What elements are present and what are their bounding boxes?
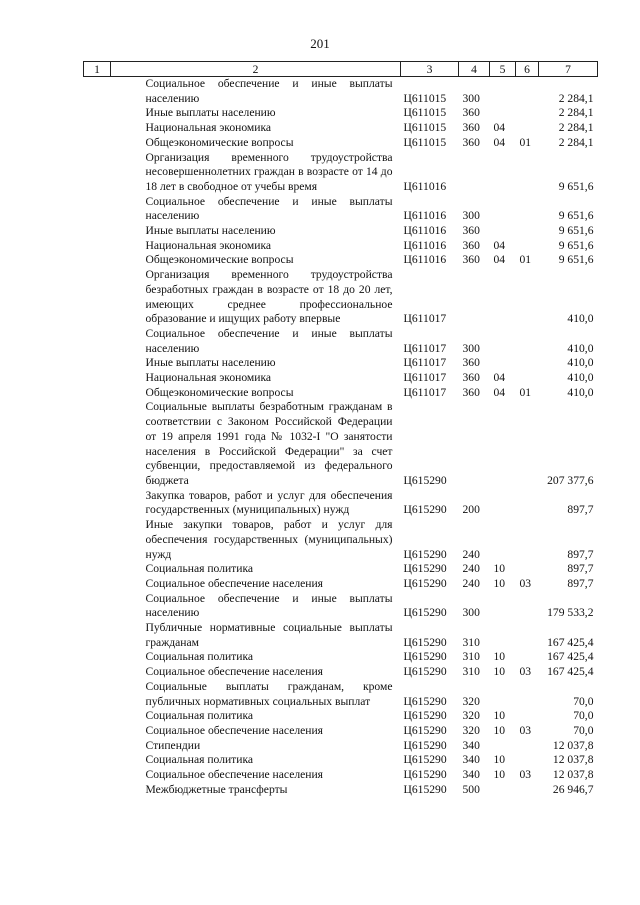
row-number-cell [84,386,111,401]
target-code-cell: Ц611017 [403,371,447,385]
expense-type-cell: 500 [462,782,480,796]
target-code-cell: Ц611015 [403,91,447,105]
row-number-cell [84,680,111,709]
table-row [84,783,598,798]
item-name-cell: Иные закупки товаров, работ и услуг для обеспечения государственных (муниципальных) нужд [145,518,393,561]
target-code-cell: Ц615290 [403,694,447,708]
column-header-6: 6 [516,62,539,77]
section-cell [490,195,516,224]
table-row [84,739,598,754]
subsection-cell [516,489,539,518]
expense-type-cell: 360 [462,371,480,385]
subsection-cell [516,77,539,107]
subsection-cell [516,268,539,327]
amount-cell: 897,7 [567,547,594,561]
amount-cell: 410,0 [567,356,594,370]
section-cell [490,224,516,239]
target-code-cell: Ц611016 [403,209,447,223]
row-number-cell [84,151,111,195]
expense-type-cell: 340 [462,753,480,767]
amount-cell: 2 284,1 [558,121,594,135]
expense-type-cell: 320 [462,694,480,708]
row-number-cell [84,739,111,754]
target-code-cell: Ц611017 [403,341,447,355]
subsection-cell [516,224,539,239]
subsection-cell: 01 [519,253,532,267]
target-code-cell: Ц615290 [403,606,447,620]
row-number-cell [84,327,111,356]
section-cell: 10 [493,562,506,576]
item-name-cell: Социальное обеспечение и иные выплаты населению [145,591,393,620]
table-row [84,371,598,386]
target-code-cell: Ц611016 [403,224,447,238]
table-row [84,239,598,254]
expense-type-cell: 320 [462,723,480,737]
section-cell [490,680,516,709]
row-number-cell [84,195,111,224]
amount-cell: 897,7 [567,562,594,576]
subsection-cell [516,195,539,224]
table-row [84,224,598,239]
item-name-cell: Иные выплаты населению [145,106,276,120]
section-cell: 04 [493,135,506,149]
section-cell: 10 [493,768,506,782]
target-code-cell: Ц615290 [403,753,447,767]
row-number-cell [84,106,111,121]
subsection-cell [516,518,539,562]
row-number-cell [84,783,111,798]
row-number-cell [84,121,111,136]
expense-type-cell: 360 [462,224,480,238]
subsection-cell: 03 [519,665,532,679]
row-number-cell [84,400,111,488]
target-code-cell: Ц615290 [403,473,447,487]
amount-cell: 179 533,2 [547,606,594,620]
table-row [84,400,598,488]
row-number-cell [84,136,111,151]
expense-type-cell: 310 [462,665,480,679]
item-name-cell: Организация временного трудоустройства безработных граждан в возрасте от 18 до 20 лет, имеющих среднее профессиональное образование и ищущих работу впервые [145,268,393,326]
table-body [84,77,598,798]
amount-cell: 410,0 [567,371,594,385]
amount-cell: 12 037,8 [552,768,594,782]
target-code-cell: Ц611017 [403,312,447,326]
item-name-cell: Социальное обеспечение и иные выплаты населению [145,77,393,105]
item-name-cell: Социальная политика [145,562,254,576]
section-cell [490,77,516,107]
row-number-cell [84,577,111,592]
item-name-cell: Организация временного трудоустройства несовершеннолетних граждан в возрасте от 14 до 18 лет в свободное от учебы время [145,150,393,193]
subsection-cell: 03 [519,576,532,590]
target-code-cell: Ц615290 [403,547,447,561]
section-cell [490,489,516,518]
section-cell: 10 [493,650,506,664]
row-number-cell [84,592,111,621]
row-number-cell [84,665,111,680]
expense-type-cell: 300 [462,606,480,620]
amount-cell: 70,0 [573,694,594,708]
section-cell: 04 [493,121,506,135]
subsection-cell [516,709,539,724]
item-name-cell: Социальная политика [145,709,254,723]
section-cell [490,327,516,356]
subsection-cell [516,356,539,371]
amount-cell: 26 946,7 [552,782,594,796]
table-row [84,709,598,724]
subsection-cell [516,592,539,621]
table-row [84,621,598,650]
subsection-cell [516,753,539,768]
column-header-5: 5 [490,62,516,77]
item-name-cell: Национальная экономика [145,238,272,252]
table-row [84,665,598,680]
expense-type-cell: 360 [462,121,480,135]
target-code-cell: Ц615290 [403,723,447,737]
expense-type-cell: 300 [462,341,480,355]
expense-type-cell: 300 [462,209,480,223]
row-number-cell [84,768,111,783]
target-code-cell: Ц611017 [403,385,447,399]
item-name-cell: Общеэкономические вопросы [145,135,294,149]
expense-type-cell: 240 [462,547,480,561]
row-number-cell [84,621,111,650]
table-row [84,489,598,518]
table-row [84,753,598,768]
target-code-cell: Ц615290 [403,635,447,649]
item-name-cell: Социальная политика [145,753,254,767]
expense-type-cell: 360 [462,253,480,267]
row-number-cell [84,77,111,107]
item-name-cell: Общеэкономические вопросы [145,253,294,267]
amount-cell: 9 651,6 [558,209,594,223]
item-name-cell: Социальные выплаты гражданам, кроме публичных нормативных социальных выплат [145,679,393,708]
row-number-cell [84,239,111,254]
item-name-cell: Национальная экономика [145,121,272,135]
subsection-cell: 01 [519,385,532,399]
target-code-cell: Ц611015 [403,106,447,120]
amount-cell: 897,7 [567,503,594,517]
subsection-cell [516,400,539,488]
table-row [84,577,598,592]
table-row [84,121,598,136]
expense-type-cell: 310 [462,635,480,649]
amount-cell: 167 425,4 [547,665,594,679]
table-row [84,680,598,709]
target-code-cell: Ц615290 [403,503,447,517]
target-code-cell: Ц611015 [403,135,447,149]
section-cell: 04 [493,238,506,252]
row-number-cell [84,709,111,724]
table-row [84,151,598,195]
amount-cell: 410,0 [567,385,594,399]
target-code-cell: Ц615290 [403,782,447,796]
item-name-cell: Общеэкономические вопросы [145,385,294,399]
row-number-cell [84,356,111,371]
target-code-cell: Ц611016 [403,253,447,267]
target-code-cell: Ц615290 [403,665,447,679]
expense-type-cell: 310 [462,650,480,664]
amount-cell: 2 284,1 [558,91,594,105]
amount-cell: 410,0 [567,341,594,355]
subsection-cell [516,680,539,709]
target-code-cell: Ц611017 [403,356,447,370]
target-code-cell: Ц615290 [403,562,447,576]
header-row [84,62,598,77]
expense-type-cell [459,400,490,488]
section-cell: 10 [493,723,506,737]
item-name-cell: Межбюджетные трансферты [145,782,288,796]
section-cell [490,106,516,121]
expense-type-cell: 340 [462,768,480,782]
target-code-cell: Ц611015 [403,121,447,135]
section-cell: 04 [493,371,506,385]
subsection-cell: 01 [519,135,532,149]
section-cell: 10 [493,665,506,679]
amount-cell: 207 377,6 [547,473,594,487]
table-row [84,253,598,268]
subsection-cell [516,121,539,136]
section-cell [490,739,516,754]
row-number-cell [84,224,111,239]
section-cell: 10 [493,753,506,767]
row-number-cell [84,650,111,665]
section-cell: 04 [493,253,506,267]
amount-cell: 167 425,4 [547,635,594,649]
row-number-cell [84,268,111,327]
expense-type-cell: 240 [462,576,480,590]
subsection-cell [516,650,539,665]
table-row [84,518,598,562]
subsection-cell [516,783,539,798]
row-number-cell [84,753,111,768]
section-cell: 04 [493,385,506,399]
column-header-4: 4 [459,62,490,77]
item-name-cell: Публичные нормативные социальные выплаты гражданам [145,621,393,649]
subsection-cell [516,739,539,754]
section-cell [490,400,516,488]
item-name-cell: Иные выплаты населению [145,224,276,238]
target-code-cell: Ц615290 [403,576,447,590]
column-header-3: 3 [401,62,459,77]
page-number: 201 [310,36,330,51]
table-row [84,724,598,739]
table-row [84,592,598,621]
amount-cell: 897,7 [567,576,594,590]
budget-table [83,61,598,797]
column-header-2: 2 [111,62,401,77]
table-row [84,768,598,783]
section-cell [490,621,516,650]
expense-type-cell [459,151,490,195]
table-row [84,106,598,121]
subsection-cell [516,327,539,356]
row-number-cell [84,371,111,386]
subsection-cell [516,371,539,386]
table-row [84,195,598,224]
amount-cell: 410,0 [567,312,594,326]
section-cell [490,356,516,371]
table-row [84,327,598,356]
row-number-cell [84,724,111,739]
subsection-cell [516,562,539,577]
row-number-cell [84,489,111,518]
expense-type-cell: 200 [462,503,480,517]
column-header-1: 1 [84,62,111,77]
expense-type-cell: 320 [462,709,480,723]
amount-cell: 9 651,6 [558,253,594,267]
section-cell [490,518,516,562]
target-code-cell: Ц615290 [403,650,447,664]
section-cell: 10 [493,709,506,723]
amount-cell: 2 284,1 [558,106,594,120]
subsection-cell: 03 [519,768,532,782]
item-name-cell: Стипендии [145,738,201,752]
amount-cell: 2 284,1 [558,135,594,149]
section-cell: 10 [493,576,506,590]
item-name-cell: Социальная политика [145,650,254,664]
expense-type-cell: 240 [462,562,480,576]
row-number-cell [84,562,111,577]
expense-type-cell: 360 [462,135,480,149]
subsection-cell [516,239,539,254]
row-number-cell [84,518,111,562]
expense-type-cell: 360 [462,356,480,370]
expense-type-cell: 360 [462,385,480,399]
amount-cell: 70,0 [573,709,594,723]
section-cell [490,592,516,621]
item-name-cell: Социальное обеспечение населения [145,576,324,590]
row-number-cell [84,253,111,268]
item-name-cell: Иные выплаты населению [145,356,276,370]
section-cell [490,783,516,798]
amount-cell: 9 651,6 [558,224,594,238]
table-row [84,356,598,371]
section-cell [490,268,516,327]
subsection-cell: 03 [519,723,532,737]
amount-cell: 9 651,6 [558,179,594,193]
expense-type-cell: 340 [462,738,480,752]
table-row [84,386,598,401]
expense-type-cell: 360 [462,238,480,252]
subsection-cell [516,106,539,121]
column-header-7: 7 [539,62,598,77]
table-row [84,268,598,327]
item-name-cell: Социальные выплаты безработным гражданам в соответствии с Законом Российской Федерации от 19 апреля 1991 года № 1032-I "О занятости населения в Российской Федерации" за счет субвенции, предоставляемой из федерального бюджета [145,400,393,487]
table-row [84,650,598,665]
item-name-cell: Социальное обеспечение и иные выплаты населению [145,194,393,223]
target-code-cell: Ц615290 [403,768,447,782]
amount-cell: 167 425,4 [547,650,594,664]
item-name-cell: Социальное обеспечение населения [145,723,324,737]
amount-cell: 12 037,8 [552,753,594,767]
subsection-cell [516,621,539,650]
amount-cell: 70,0 [573,723,594,737]
amount-cell: 9 651,6 [558,238,594,252]
item-name-cell: Социальное обеспечение населения [145,665,324,679]
subsection-cell [516,151,539,195]
table-row [84,77,598,107]
expense-type-cell [459,268,490,327]
table-row [84,562,598,577]
item-name-cell: Социальное обеспечение и иные выплаты населению [145,326,393,355]
item-name-cell: Закупка товаров, работ и услуг для обеспечения государственных (муниципальных) нужд [145,488,393,517]
expense-type-cell: 300 [462,91,480,105]
expense-type-cell: 360 [462,106,480,120]
target-code-cell: Ц615290 [403,709,447,723]
table-row [84,136,598,151]
target-code-cell: Ц615290 [403,738,447,752]
target-code-cell: Ц611016 [403,238,447,252]
item-name-cell: Социальное обеспечение населения [145,768,324,782]
item-name-cell: Национальная экономика [145,371,272,385]
amount-cell: 12 037,8 [552,738,594,752]
target-code-cell: Ц611016 [403,179,447,193]
section-cell [490,151,516,195]
